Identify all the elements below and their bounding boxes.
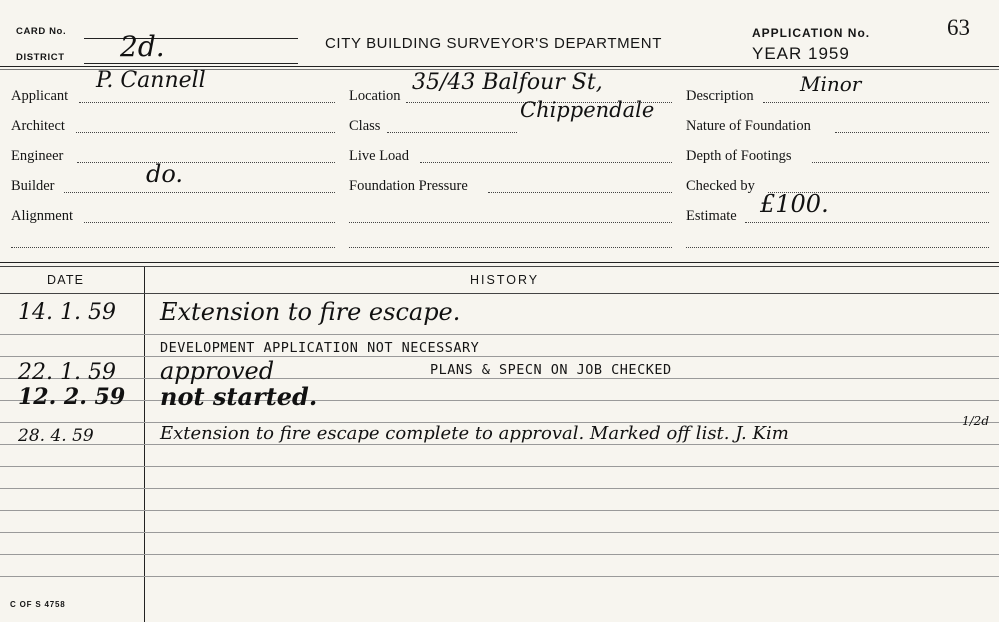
builder-line: [64, 192, 335, 193]
history-row-line: [0, 576, 999, 577]
alignment-line: [84, 222, 335, 223]
history-text-typed: DEVELOPMENT APPLICATION NOT NECESSARY: [160, 340, 480, 356]
nature-of-foundation-line: [835, 132, 989, 133]
history-row-line: [0, 488, 999, 489]
spare-line-right: [686, 247, 989, 248]
depth-of-footings-line: [812, 162, 989, 163]
class-label: Class: [349, 118, 381, 134]
district-line: [84, 63, 298, 64]
history-top-rule-2: [0, 266, 999, 267]
history-text: not started.: [160, 382, 318, 411]
spare-line-mid-1: [349, 222, 672, 223]
history-date: 12. 2. 59: [18, 384, 126, 410]
history-header-rule: [0, 293, 999, 294]
spare-line-left: [11, 247, 335, 248]
card-no-label: CARD No.: [16, 26, 67, 37]
form-code: C OF S 4758: [10, 600, 66, 609]
live-load-label: Live Load: [349, 148, 409, 164]
description-value: Minor: [800, 72, 862, 96]
district-label: DISTRICT: [16, 52, 65, 63]
applicant-label: Applicant: [11, 88, 69, 104]
history-row-line: [0, 334, 999, 335]
live-load-line: [420, 162, 672, 163]
applicant-line: [79, 102, 335, 103]
history-row-line: [0, 400, 999, 401]
depth-of-footings-label: Depth of Footings: [686, 148, 792, 164]
history-row-line: [0, 378, 999, 379]
card-no-line: [84, 38, 298, 39]
year-label: YEAR 1959: [752, 44, 850, 63]
foundation-pressure-label: Foundation Pressure: [349, 178, 468, 194]
description-line: [763, 102, 989, 103]
checked-by-label: Checked by: [686, 178, 755, 194]
history-row-line: [0, 532, 999, 533]
department-title: CITY BUILDING SURVEYOR'S DEPARTMENT: [325, 35, 662, 52]
estimate-value: £100.: [760, 190, 829, 218]
history-text: approved: [160, 357, 275, 385]
history-header: HISTORY: [470, 273, 540, 287]
application-no-label: APPLICATION No.: [752, 26, 871, 40]
history-row-line: [0, 554, 999, 555]
engineer-line: [77, 162, 335, 163]
history-superscript: 1/2d: [962, 414, 989, 428]
district-value: 2d.: [120, 30, 165, 63]
history-date: 28. 4. 59: [18, 426, 94, 446]
history-row-line: [0, 466, 999, 467]
builder-label: Builder: [11, 178, 55, 194]
history-row-line: [0, 510, 999, 511]
history-top-rule: [0, 262, 999, 263]
location-value-2: Chippendale: [520, 98, 655, 122]
history-text-typed: PLANS & SPECN ON JOB CHECKED: [430, 362, 672, 378]
estimate-line: [745, 222, 989, 223]
location-value: 35/43 Balfour St,: [412, 70, 603, 95]
date-header: DATE: [47, 273, 85, 287]
history-text: Extension to fire escape complete to approval. Marked off list. J. Kim: [160, 423, 789, 444]
header-rule: [0, 66, 999, 67]
alignment-label: Alignment: [11, 208, 74, 224]
location-label: Location: [349, 88, 401, 104]
foundation-pressure-line: [488, 192, 672, 193]
spare-line-mid-2: [349, 247, 672, 248]
applicant-value: P. Cannell: [96, 68, 206, 93]
architect-line: [76, 132, 335, 133]
nature-of-foundation-label: Nature of Foundation: [686, 118, 811, 134]
history-text: Extension to fire escape.: [160, 298, 461, 326]
history-row-line: [0, 444, 999, 445]
class-line: [387, 132, 517, 133]
card-number: 63: [947, 15, 970, 40]
builder-value: do.: [146, 160, 184, 188]
history-date: 22. 1. 59: [18, 360, 116, 385]
history-date: 14. 1. 59: [18, 300, 116, 325]
architect-label: Architect: [11, 118, 65, 134]
description-label: Description: [686, 88, 754, 104]
engineer-label: Engineer: [11, 148, 64, 164]
estimate-label: Estimate: [686, 208, 737, 224]
history-row-line: [0, 356, 999, 357]
